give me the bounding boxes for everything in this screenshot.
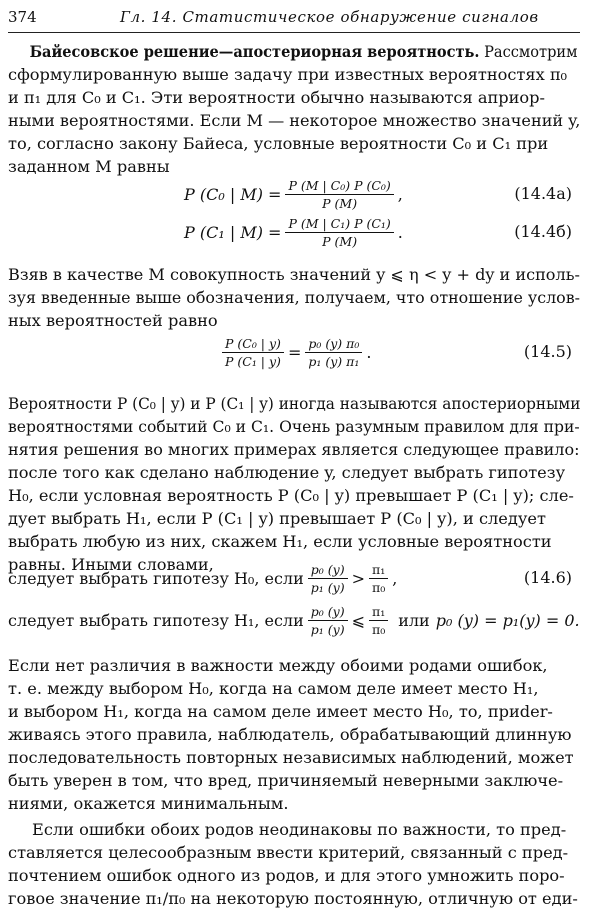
eq-fraction: $\frac{\text{π₁}}{\text{π₀}}$ [369, 604, 388, 637]
text-line: Если нет различия в важности между обоими родами ошибок, [8, 656, 548, 675]
paragraph-ratio [8, 263, 580, 332]
running-title: Гл. 14. Статистическое обнаружение сигналов [120, 8, 539, 26]
eq-lhs: P (C₀ | M) = [184, 184, 282, 204]
equation-number: (14.5) [523, 342, 572, 361]
eq-fraction: $\frac{\text{p₀ (y) π₀}}{\text{p₁ (y) π₁}}$ [305, 336, 362, 369]
text-line: Байесовское решение—апостериорная вероятность. Рассмотрим [29, 42, 578, 61]
equation-14-4b: P (C₁ | M) = $\frac{\text{P (M | C₁) P (C₁)}}{P (M)}$ . (14.4б) [8, 210, 580, 254]
text-line: H₀, если условная вероятность P (C₀ | y) превышает P (C₁ | y); сле- [8, 486, 574, 505]
text-line: говое значение π₁/π₀ на некоторую постоянную, отличную от еди- [8, 889, 578, 908]
page-header [8, 6, 580, 33]
text-line: Если ошибки обоих родов неодинаковы по важности, то пред- [32, 820, 567, 839]
text-line: выбрать любую из них, скажем H₁, если условные вероятности [8, 532, 552, 551]
eq-fraction: $\frac{\text{P (M | C₀) P (C₀)}}{P (M)}$ [285, 178, 393, 211]
text-line: и выбором H₁, когда на самом деле имеет место H₀, то, приder- [8, 702, 553, 721]
page-number: 374 [8, 8, 37, 26]
eq-lhs: P (C₁ | M) = [184, 222, 282, 242]
eq-fraction: $\frac{\text{P (M | C₁) P (C₁)}}{P (M)}$ [285, 216, 393, 249]
eq-fraction: $\frac{\text{P (C₀ | y)}}{\text{P (C₁ | y)}}$ [222, 336, 284, 369]
text-line: живаясь этого правила, наблюдатель, обрабатывающий длинную [8, 725, 572, 744]
text-line: Взяв в качестве M совокупность значений y ⩽ η < y + dy и исполь- [8, 265, 580, 284]
equation-14-6: следует выбрать гипотезу H₀, если $\frac{\text{p₀ (y)}}{\text{p₁ (y)}}$ > $\frac{\text{π₁}}{\text{π₀}}$ , (14.6) [8, 556, 580, 600]
eq-prefix: следует выбрать гипотезу H₁, если [8, 610, 304, 630]
equation-14-4a: P (C₀ | M) = $\frac{\text{P (M | C₀) P (C₀)}}{P (M)}$ , (14.4а) [8, 172, 580, 216]
text-line: ных вероятностей равно [8, 311, 218, 330]
text-line: ниями, окажется минимальным. [8, 794, 289, 813]
equation-number: (14.4а) [514, 184, 572, 203]
eq-prefix: следует выбрать гипотезу H₀, если [8, 568, 304, 588]
text-line: почтением ошибок одного из родов, и для этого умножить поро- [8, 866, 565, 885]
text-line: ставляется целесообразным ввести критерий, связанный с пред- [8, 843, 569, 862]
text-line: то, согласно закону Байеса, условные вероятности C₀ и C₁ при [8, 134, 549, 153]
text-line: ными вероятностями. Если M — некоторое множество значений y, [8, 111, 581, 130]
text-line: зуя введенные выше обозначения, получаем, что отношение услов- [8, 288, 580, 307]
eq-fraction: $\frac{\text{p₀ (y)}}{\text{p₁ (y)}}$ [308, 562, 348, 595]
eq-fraction: $\frac{\text{p₀ (y)}}{\text{p₁ (y)}}$ [308, 604, 348, 637]
text-line: заданном M равны [8, 157, 170, 176]
text-line: нятия решения во многих примерах является следующее правило: [8, 440, 580, 459]
text-line: равны. Иными словами, [8, 555, 214, 574]
equation-number: (14.6) [523, 568, 572, 587]
equation-14-5: $\frac{\text{P (C₀ | y)}}{\text{P (C₁ | y)}}$ = $\frac{\text{p₀ (y) π₀}}{\text{p₁ (y) π₁}}$ . (14.5) [8, 330, 580, 374]
text-line: т. е. между выбором H₀, когда на самом деле имеет место H₁, [8, 679, 539, 698]
text-line: дует выбрать H₁, если P (C₁ | y) превышает P (C₀ | y), и следует [8, 509, 546, 528]
text-line: быть уверен в том, что вред, причиняемый неверными заключе- [8, 771, 564, 790]
text-line: последовательность повторных независимых наблюдений, может [8, 748, 574, 767]
paragraph-bayes-intro [8, 40, 580, 178]
paragraph-unequal-errors [8, 818, 580, 910]
paragraph-decision-rule [8, 392, 580, 576]
paragraph-equal-errors [8, 654, 580, 815]
text-line: вероятностями событий C₀ и C₁. Очень разумным правилом для при- [8, 417, 580, 436]
section-heading: Байесовское решение—апостериорная вероятность. [29, 42, 480, 61]
eq-fraction: $\frac{\text{π₁}}{\text{π₀}}$ [369, 562, 388, 595]
equation-14-6-alt: следует выбрать гипотезу H₁, если $\frac{\text{p₀ (y)}}{\text{p₁ (y)}}$ ⩽ $\frac{\text{π₁}}{\text{π₀}}$ или p₀ (y) = p₁(y) = 0. [8, 603, 580, 637]
text-line: Вероятности P (C₀ | y) и P (C₁ | y) иногда называются апостериорными [8, 394, 581, 413]
equation-number: (14.4б) [514, 222, 572, 241]
text-line: после того как сделано наблюдение y, следует выбрать гипотезу [8, 463, 566, 482]
text-line: и π₁ для C₀ и C₁. Эти вероятности обычно называются априор- [8, 88, 545, 107]
text-line: сформулированную выше задачу при известных вероятностях π₀ [8, 65, 567, 84]
